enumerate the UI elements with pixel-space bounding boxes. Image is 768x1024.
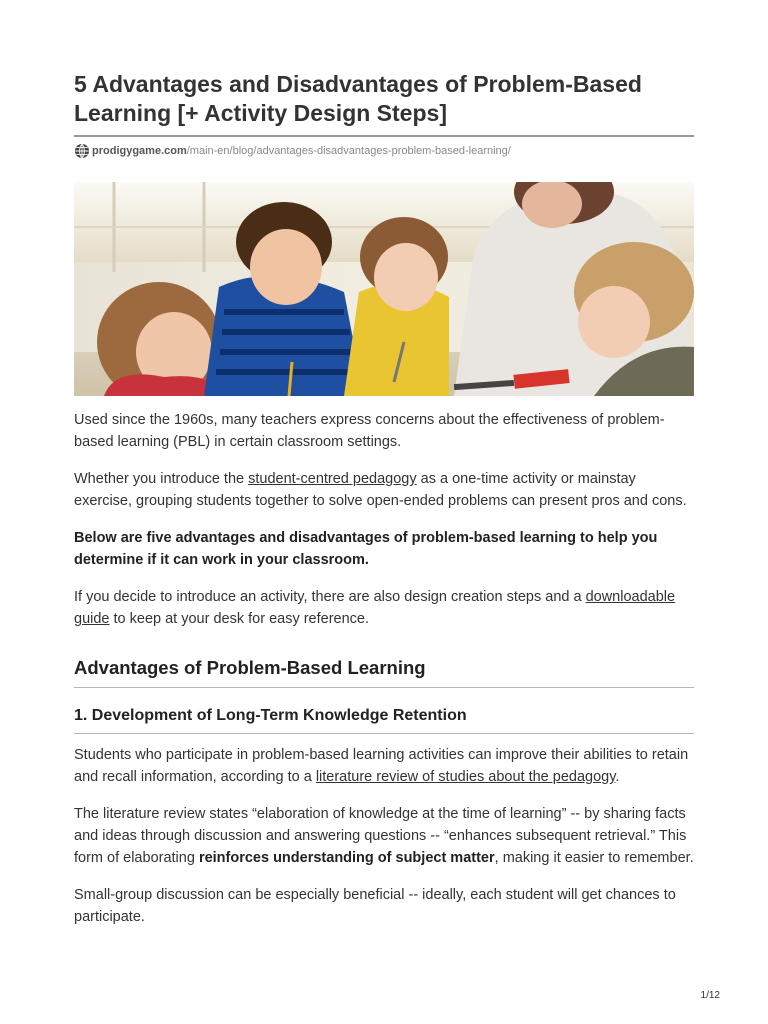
literature-review-link[interactable]: literature review of studies about the pedagogy <box>315 769 616 785</box>
page-number: 1/12 <box>700 990 720 1001</box>
retention-paragraph: Students who participate in problem-based learning activities can improve their abilities to retain and recall information, according to a literature review of studies about the pedagogy. <box>74 747 689 785</box>
globe-icon <box>74 143 90 159</box>
title-divider <box>74 135 694 137</box>
pedagogy-paragraph: Whether you introduce the student-centred pedagogy as a one-time activity or mainstay exercise, grouping students together to solve open-ended problems can present pros and cons. <box>74 471 687 509</box>
summary-paragraph: Below are five advantages and disadvantages of problem-based learning to help you determine if it can work in your classroom. <box>74 530 658 568</box>
article-title: 5 Advantages and Disadvantages of Problem-Based Learning [+ Activity Design Steps] <box>74 71 642 126</box>
subsection-heading: 1. Development of Long-Term Knowledge Retention <box>74 707 467 724</box>
intro-paragraph: Used since the 1960s, many teachers express concerns about the effectiveness of problem-based learning (PBL) in certain classroom settings. <box>74 412 665 450</box>
section-divider <box>74 687 694 688</box>
subsection-body <box>74 744 694 928</box>
guide-paragraph: If you decide to introduce an activity, there are also design creation steps and a downloadable guide to keep at your desk for easy reference. <box>74 589 676 627</box>
source-path: /main-en/blog/advantages-disadvantages-problem-based-learning/ <box>186 145 511 157</box>
source-domain: prodigygame.com <box>92 145 187 157</box>
student-centred-pedagogy-link[interactable]: student-centred pedagogy <box>248 471 417 487</box>
source-url[interactable] <box>74 143 694 159</box>
downloadable-guide-link[interactable]: downloadable guide <box>74 589 676 627</box>
elaboration-paragraph: The literature review states “elaboration of knowledge at the time of learning” -- by sharing facts and ideas through discussion and answering questions -- “enhances subsequent retrieval.” This form of elaborating reinforces understanding of subject matter, making it easier to remember. <box>74 806 694 866</box>
discussion-paragraph: Small-group discussion can be especially beneficial -- ideally, each student will get chances to participate. <box>74 887 676 925</box>
section-heading: Advantages of Problem-Based Learning <box>74 657 426 678</box>
subsection-divider <box>74 733 694 734</box>
hero-image <box>74 182 694 396</box>
article <box>74 0 694 928</box>
